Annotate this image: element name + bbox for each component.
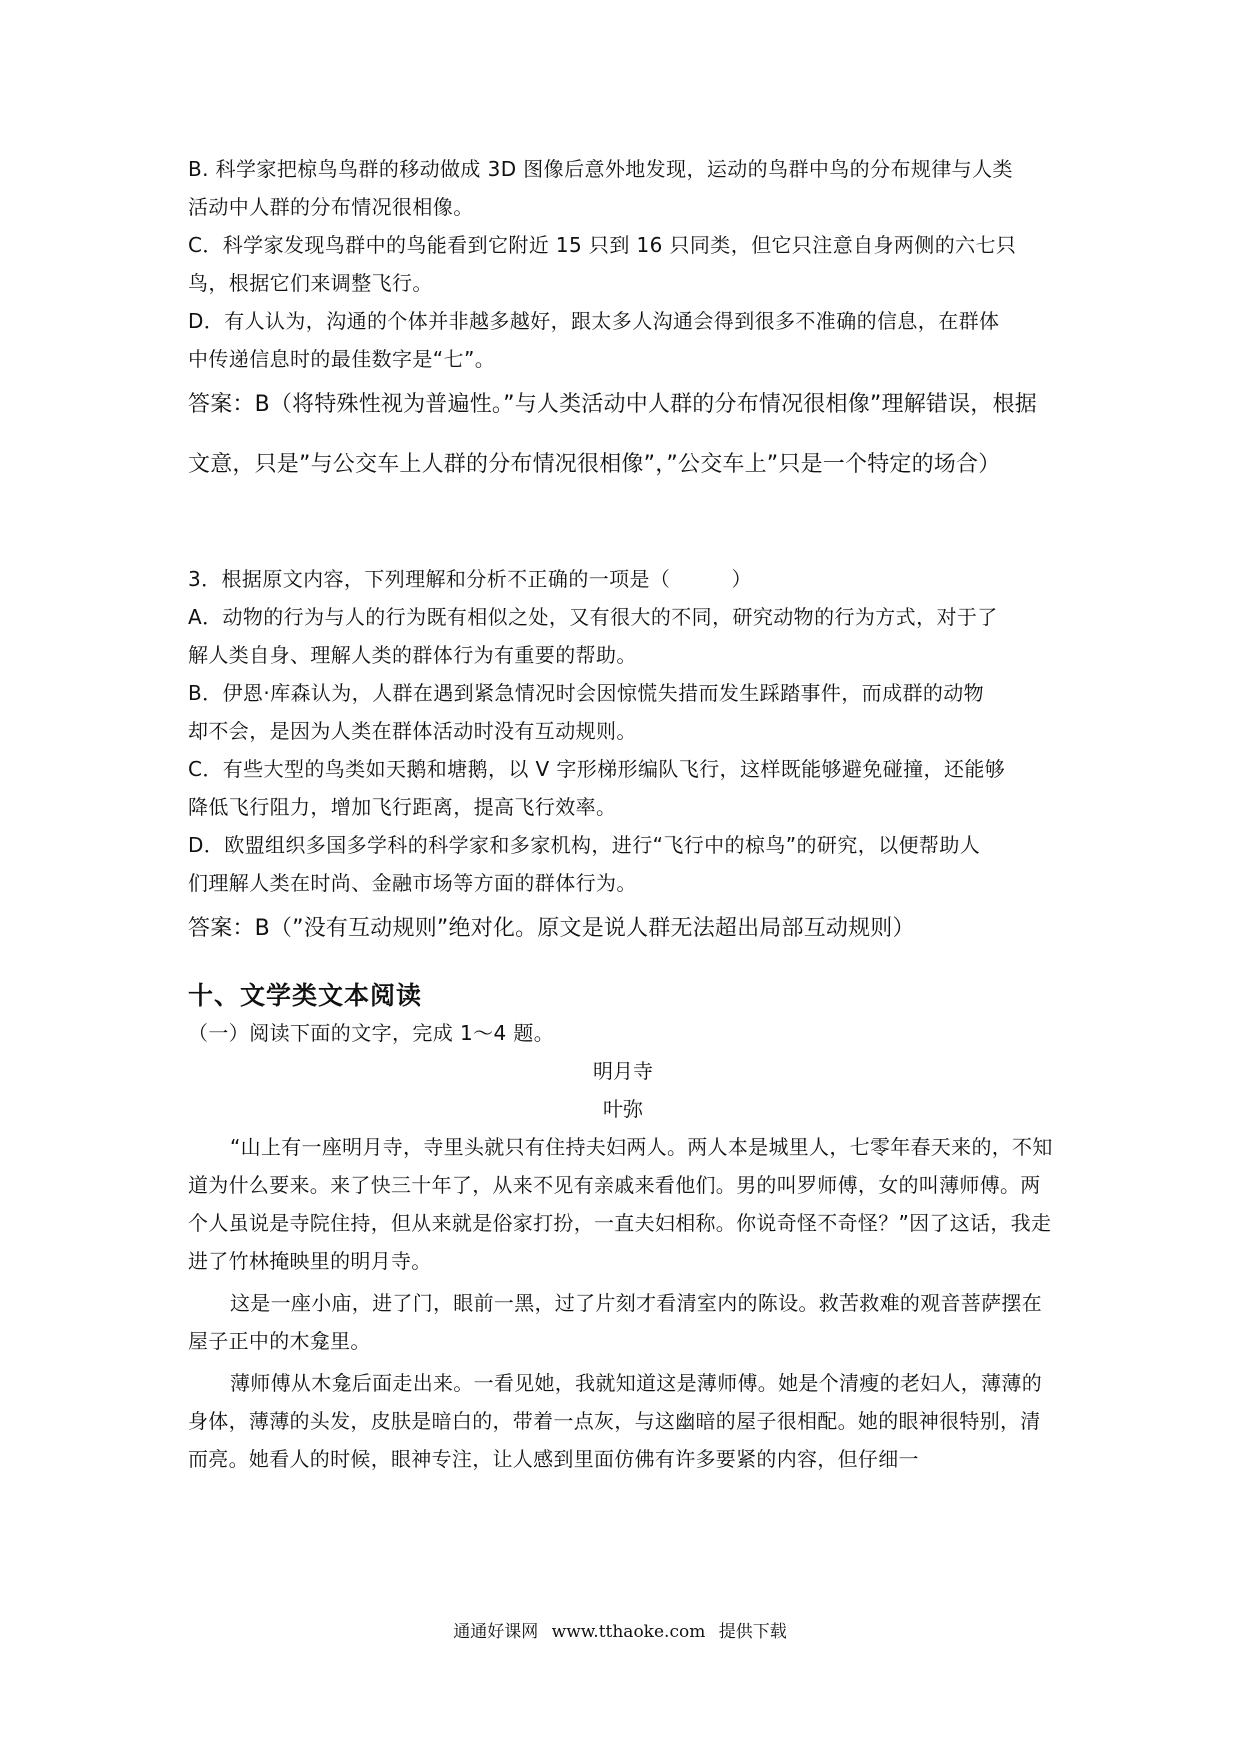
footer-site-name: 通通好课网	[453, 1622, 539, 1642]
q2-option-d-line2: 中传递信息时的最佳数字是“七”。	[188, 347, 496, 371]
story-paragraph-3: 薄师傅从木龛后面走出来。一看见她，我就知道这是薄师傅。她是个清瘦的老妇人，薄薄的身体，薄薄的头发，皮肤是暗白的，带着一点灰，与这幽暗的屋子很相配。她的眼神很特别，清而亮。她看人的时候，眼神专注，让人感到里面仿佛有许多要紧的内容，但仔细一	[188, 1371, 1042, 1471]
q2-answer-line2: 文意，只是”与公交车上人群的分布情况很相像”，”公交车上”只是一个特定的场合）	[188, 452, 1001, 477]
q3-answer: 答案：B（”没有互动规则”绝对化。原文是说人群无法超出局部互动规则）	[188, 916, 915, 941]
q2-option-d-line1: D．有人认为，沟通的个体并非越多越好，跟太多人沟通会得到很多不准确的信息，在群体	[188, 309, 1000, 333]
q3-option-d-line2: 们理解人类在时尚、金融市场等方面的群体行为。	[188, 871, 637, 895]
story-paragraph-1: “山上有一座明月寺，寺里头就只有住持夫妇两人。两人本是城里人，七零年春天来的，不知道为什么要来。来了快三十年了，从来不见有亲戚来看他们。男的叫罗师傅，女的叫薄师傅。两个人虽说是寺院住持，但从来就是俗家打扮，一直夫妇相称。你说奇怪不奇怪？”因了这话，我走进了竹林掩映里的明月寺。	[188, 1135, 1053, 1273]
story-author: 叶弥	[603, 1097, 643, 1121]
q3-option-a-line2: 解人类自身、理解人类的群体行为有重要的帮助。	[188, 643, 637, 667]
q3-option-b-line1: B．伊恩·库森认为，人群在遇到紧急情况时会因惊慌失措而发生踩踏事件，而成群的动物	[188, 681, 985, 705]
q3-stem: 3．根据原文内容，下列理解和分析不正确的一项是（ ）	[188, 567, 752, 591]
q2-option-b-line2: 活动中人群的分布情况很相像。	[188, 195, 474, 219]
q3-option-b-line2: 却不会，是因为人类在群体活动时没有互动规则。	[188, 719, 637, 743]
q3-option-c-line1: C．有些大型的鸟类如天鹅和塘鹅，以 V 字形梯形编队飞行，这样既能够避免碰撞，还能够	[188, 757, 1006, 781]
q2-option-c-line1: C．科学家发现鸟群中的鸟能看到它附近 15 只到 16 只同类，但它只注意自身两侧的六七只	[188, 233, 1017, 257]
section-title: 十、文学类文本阅读	[188, 981, 423, 1010]
q2-answer-line1: 答案：B（将特殊性视为普遍性。”与人类活动中人群的分布情况很相像”理解错误，根据	[188, 392, 1037, 417]
document-content	[188, 150, 1058, 1478]
q2-option-b-line1: B. 科学家把椋鸟鸟群的移动做成 3D 图像后意外地发现，运动的鸟群中鸟的分布规律与人类	[188, 157, 1013, 181]
section-instruction: （一）阅读下面的文字，完成 1～4 题。	[188, 1021, 555, 1045]
q3-option-a-line1: A．动物的行为与人的行为既有相似之处，又有很大的不同，研究动物的行为方式，对于了	[188, 605, 998, 629]
footer-note: 提供下载	[718, 1622, 787, 1642]
q3-option-d-line1: D．欧盟组织多国多学科的科学家和多家机构，进行“飞行中的椋鸟”的研究，以便帮助人	[188, 833, 981, 857]
page-footer	[0, 1620, 1240, 1644]
q3-option-c-line2: 降低飞行阻力，增加飞行距离，提高飞行效率。	[188, 795, 617, 819]
story-title: 明月寺	[593, 1059, 653, 1083]
story-paragraph-2: 这是一座小庙，进了门，眼前一黑，过了片刻才看清室内的陈设。救苦救难的观音菩萨摆在屋子正中的木龛里。	[188, 1291, 1042, 1353]
q2-option-c-line2: 鸟，根据它们来调整飞行。	[188, 271, 433, 295]
footer-url[interactable]: www.tthaoke.com	[551, 1622, 706, 1642]
